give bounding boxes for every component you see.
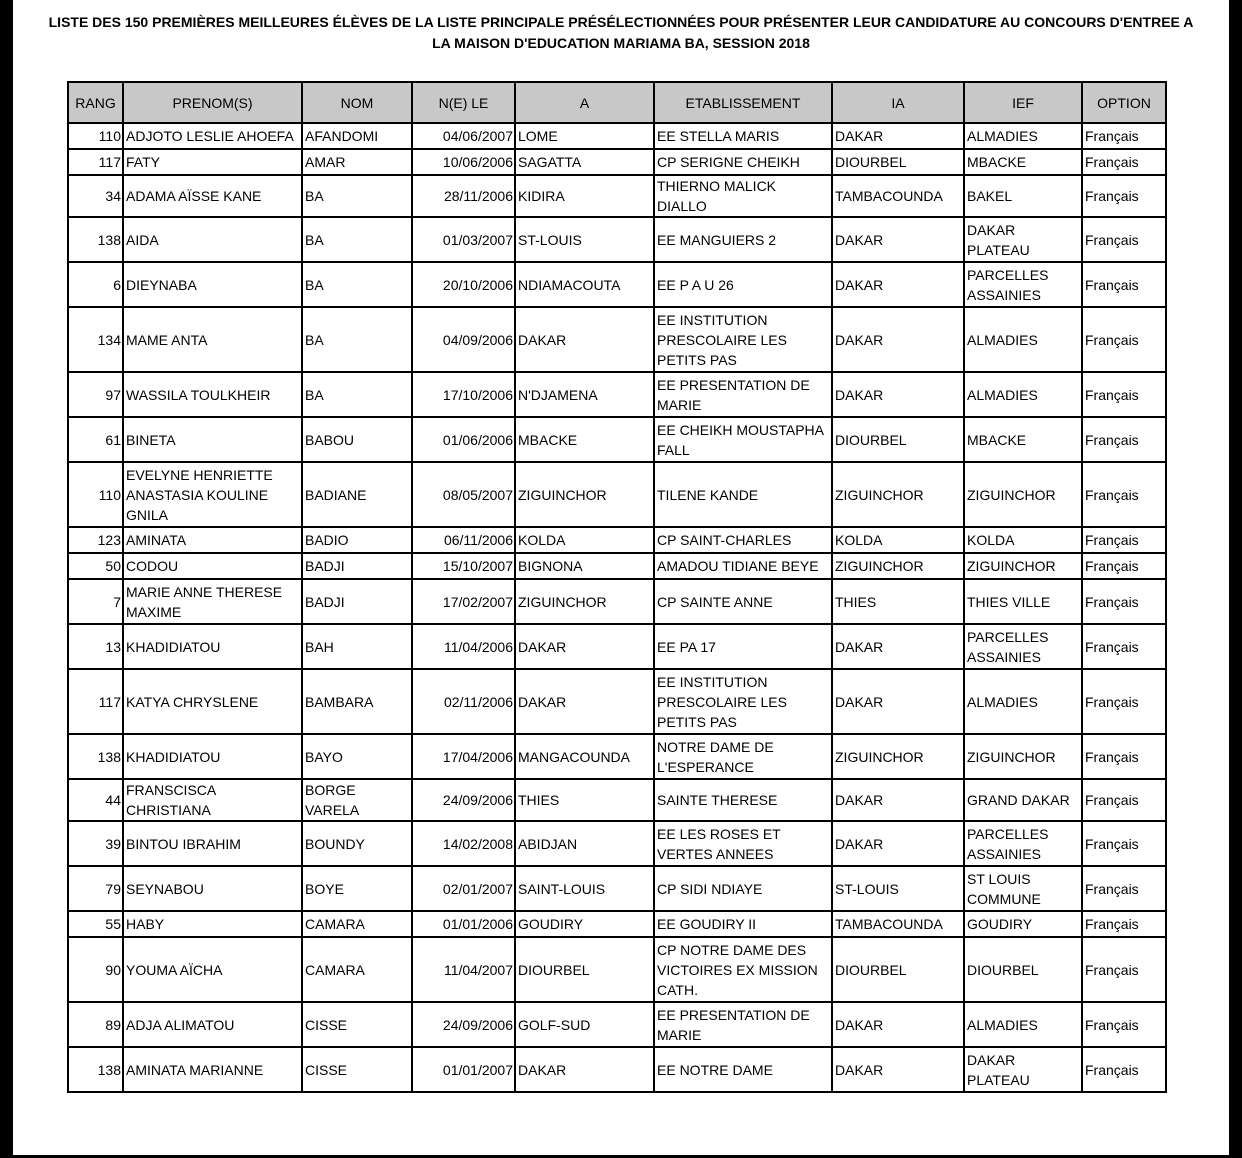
table-row <box>68 866 1166 911</box>
cell-nom: AFANDOMI <box>302 123 412 149</box>
cell-a: NDIAMACOUTA <box>515 262 654 307</box>
cell-option: Français <box>1082 1002 1166 1047</box>
cell-rang: 123 <box>68 527 123 553</box>
cell-option: Français <box>1082 734 1166 779</box>
cell-nom: CAMARA <box>302 937 412 1002</box>
cell-ief: PARCELLES ASSAINIES <box>964 624 1082 669</box>
cell-rang: 110 <box>68 123 123 149</box>
cell-nom: BADIANE <box>302 462 412 527</box>
cell-nom: BAH <box>302 624 412 669</box>
cell-ief: GOUDIRY <box>964 911 1082 937</box>
cell-option: Français <box>1082 307 1166 372</box>
cell-ia: DAKAR <box>832 123 964 149</box>
cell-option: Français <box>1082 123 1166 149</box>
cell-prenom: FATY <box>123 149 302 175</box>
cell-ief: DAKAR PLATEAU <box>964 217 1082 262</box>
table-row <box>68 579 1166 624</box>
cell-nom: CAMARA <box>302 911 412 937</box>
cell-ief: ALMADIES <box>964 372 1082 417</box>
candidates-table <box>67 81 1167 1093</box>
cell-a: DAKAR <box>515 1047 654 1092</box>
cell-a: DIOURBEL <box>515 937 654 1002</box>
cell-ne-le: 01/01/2006 <box>412 911 515 937</box>
table-row <box>68 217 1166 262</box>
cell-a: GOUDIRY <box>515 911 654 937</box>
cell-ne-le: 14/02/2008 <box>412 821 515 866</box>
cell-ia: THIES <box>832 579 964 624</box>
table-body <box>68 123 1166 1092</box>
cell-rang: 34 <box>68 175 123 217</box>
cell-rang: 138 <box>68 1047 123 1092</box>
table-row <box>68 669 1166 734</box>
cell-prenom: FRANSCISCA CHRISTIANA <box>123 779 302 821</box>
header-nom: NOM <box>302 82 412 123</box>
cell-prenom: EVELYNE HENRIETTE ANASTASIA KOULINE GNILA <box>123 462 302 527</box>
cell-ia: DIOURBEL <box>832 417 964 462</box>
table-row <box>68 779 1166 821</box>
cell-etablissement: CP SIDI NDIAYE <box>654 866 832 911</box>
cell-ne-le: 17/10/2006 <box>412 372 515 417</box>
cell-ief: ZIGUINCHOR <box>964 553 1082 579</box>
cell-nom: BAYO <box>302 734 412 779</box>
cell-ief: GRAND DAKAR <box>964 779 1082 821</box>
cell-ief: ZIGUINCHOR <box>964 462 1082 527</box>
cell-prenom: DIEYNABA <box>123 262 302 307</box>
cell-rang: 138 <box>68 217 123 262</box>
table-row <box>68 123 1166 149</box>
table-row <box>68 462 1166 527</box>
cell-nom: CISSE <box>302 1002 412 1047</box>
cell-rang: 97 <box>68 372 123 417</box>
cell-rang: 7 <box>68 579 123 624</box>
cell-a: SAINT-LOUIS <box>515 866 654 911</box>
cell-prenom: BINETA <box>123 417 302 462</box>
table-row <box>68 911 1166 937</box>
cell-ief: ALMADIES <box>964 1002 1082 1047</box>
cell-ia: ZIGUINCHOR <box>832 462 964 527</box>
header-a: A <box>515 82 654 123</box>
cell-nom: BAMBARA <box>302 669 412 734</box>
cell-nom: BADIO <box>302 527 412 553</box>
cell-prenom: MARIE ANNE THERESE MAXIME <box>123 579 302 624</box>
cell-prenom: YOUMA AÏCHA <box>123 937 302 1002</box>
cell-ia: TAMBACOUNDA <box>832 175 964 217</box>
cell-rang: 61 <box>68 417 123 462</box>
cell-ief: BAKEL <box>964 175 1082 217</box>
table-row <box>68 734 1166 779</box>
cell-rang: 117 <box>68 669 123 734</box>
cell-a: BIGNONA <box>515 553 654 579</box>
cell-ia: DAKAR <box>832 779 964 821</box>
cell-ne-le: 04/06/2007 <box>412 123 515 149</box>
cell-ne-le: 01/01/2007 <box>412 1047 515 1092</box>
table-row <box>68 527 1166 553</box>
cell-option: Français <box>1082 911 1166 937</box>
cell-ief: MBACKE <box>964 417 1082 462</box>
cell-ief: ALMADIES <box>964 307 1082 372</box>
cell-etablissement: TILENE KANDE <box>654 462 832 527</box>
cell-option: Français <box>1082 217 1166 262</box>
cell-nom: BA <box>302 175 412 217</box>
cell-etablissement: EE CHEIKH MOUSTAPHA FALL <box>654 417 832 462</box>
cell-prenom: KHADIDIATOU <box>123 624 302 669</box>
cell-nom: BA <box>302 217 412 262</box>
cell-option: Français <box>1082 821 1166 866</box>
cell-rang: 79 <box>68 866 123 911</box>
table-row <box>68 821 1166 866</box>
header-prenom: PRENOM(S) <box>123 82 302 123</box>
cell-etablissement: EE STELLA MARIS <box>654 123 832 149</box>
cell-ief: MBACKE <box>964 149 1082 175</box>
cell-option: Français <box>1082 372 1166 417</box>
cell-etablissement: EE NOTRE DAME <box>654 1047 832 1092</box>
table-row <box>68 175 1166 217</box>
cell-ne-le: 02/11/2006 <box>412 669 515 734</box>
cell-nom: BOUNDY <box>302 821 412 866</box>
cell-ia: DAKAR <box>832 262 964 307</box>
cell-a: MANGACOUNDA <box>515 734 654 779</box>
cell-a: LOME <box>515 123 654 149</box>
cell-etablissement: CP SAINT-CHARLES <box>654 527 832 553</box>
cell-ne-le: 04/09/2006 <box>412 307 515 372</box>
cell-rang: 44 <box>68 779 123 821</box>
cell-option: Français <box>1082 579 1166 624</box>
cell-ia: DAKAR <box>832 821 964 866</box>
cell-prenom: AMINATA MARIANNE <box>123 1047 302 1092</box>
page-title <box>13 12 1229 54</box>
cell-ia: DAKAR <box>832 307 964 372</box>
cell-option: Français <box>1082 779 1166 821</box>
cell-prenom: BINTOU IBRAHIM <box>123 821 302 866</box>
cell-ia: ZIGUINCHOR <box>832 553 964 579</box>
cell-nom: BA <box>302 307 412 372</box>
cell-ne-le: 01/06/2006 <box>412 417 515 462</box>
cell-ne-le: 10/06/2006 <box>412 149 515 175</box>
header-option: OPTION <box>1082 82 1166 123</box>
cell-a: MBACKE <box>515 417 654 462</box>
cell-prenom: AIDA <box>123 217 302 262</box>
cell-nom: BABOU <box>302 417 412 462</box>
cell-etablissement: EE LES ROSES ET VERTES ANNEES <box>654 821 832 866</box>
cell-nom: BA <box>302 262 412 307</box>
cell-prenom: MAME ANTA <box>123 307 302 372</box>
cell-rang: 134 <box>68 307 123 372</box>
cell-prenom: ADAMA AÏSSE KANE <box>123 175 302 217</box>
cell-etablissement: EE GOUDIRY II <box>654 911 832 937</box>
cell-ia: KOLDA <box>832 527 964 553</box>
cell-ne-le: 17/02/2007 <box>412 579 515 624</box>
cell-prenom: ADJA ALIMATOU <box>123 1002 302 1047</box>
cell-nom: BA <box>302 372 412 417</box>
cell-ne-le: 11/04/2006 <box>412 624 515 669</box>
cell-rang: 6 <box>68 262 123 307</box>
header-rang: RANG <box>68 82 123 123</box>
cell-a: DAKAR <box>515 624 654 669</box>
cell-a: N'DJAMENA <box>515 372 654 417</box>
cell-ia: DAKAR <box>832 669 964 734</box>
cell-ne-le: 24/09/2006 <box>412 1002 515 1047</box>
cell-ief: THIES VILLE <box>964 579 1082 624</box>
cell-ief: ALMADIES <box>964 669 1082 734</box>
cell-ne-le: 28/11/2006 <box>412 175 515 217</box>
table-row <box>68 1002 1166 1047</box>
cell-rang: 90 <box>68 937 123 1002</box>
cell-ne-le: 24/09/2006 <box>412 779 515 821</box>
cell-prenom: HABY <box>123 911 302 937</box>
table-row <box>68 149 1166 175</box>
cell-nom: BADJI <box>302 579 412 624</box>
cell-ne-le: 06/11/2006 <box>412 527 515 553</box>
header-ief: IEF <box>964 82 1082 123</box>
cell-option: Français <box>1082 149 1166 175</box>
cell-ia: DIOURBEL <box>832 149 964 175</box>
cell-option: Français <box>1082 262 1166 307</box>
cell-option: Français <box>1082 866 1166 911</box>
cell-a: ABIDJAN <box>515 821 654 866</box>
header-ne-le: N(E) LE <box>412 82 515 123</box>
cell-option: Français <box>1082 937 1166 1002</box>
cell-option: Français <box>1082 417 1166 462</box>
cell-a: SAGATTA <box>515 149 654 175</box>
cell-prenom: KHADIDIATOU <box>123 734 302 779</box>
cell-ne-le: 01/03/2007 <box>412 217 515 262</box>
cell-etablissement: EE PRESENTATION DE MARIE <box>654 1002 832 1047</box>
cell-etablissement: NOTRE DAME DE L'ESPERANCE <box>654 734 832 779</box>
cell-etablissement: EE P A U 26 <box>654 262 832 307</box>
table-row <box>68 553 1166 579</box>
cell-a: ST-LOUIS <box>515 217 654 262</box>
cell-ia: DAKAR <box>832 217 964 262</box>
cell-option: Français <box>1082 527 1166 553</box>
cell-rang: 55 <box>68 911 123 937</box>
cell-option: Français <box>1082 462 1166 527</box>
cell-option: Français <box>1082 624 1166 669</box>
cell-ne-le: 08/05/2007 <box>412 462 515 527</box>
cell-a: ZIGUINCHOR <box>515 462 654 527</box>
cell-ief: ALMADIES <box>964 123 1082 149</box>
table-row <box>68 624 1166 669</box>
cell-ne-le: 20/10/2006 <box>412 262 515 307</box>
cell-option: Français <box>1082 553 1166 579</box>
cell-rang: 89 <box>68 1002 123 1047</box>
cell-a: KOLDA <box>515 527 654 553</box>
cell-rang: 39 <box>68 821 123 866</box>
cell-rang: 50 <box>68 553 123 579</box>
cell-ief: KOLDA <box>964 527 1082 553</box>
table-header-row <box>68 82 1166 123</box>
title-line-2: LA MAISON D'EDUCATION MARIAMA BA, SESSION 2018 <box>432 35 810 51</box>
cell-etablissement: CP SERIGNE CHEIKH <box>654 149 832 175</box>
cell-ia: DAKAR <box>832 1047 964 1092</box>
cell-prenom: KATYA CHRYSLENE <box>123 669 302 734</box>
cell-ne-le: 15/10/2007 <box>412 553 515 579</box>
cell-ief: ST LOUIS COMMUNE <box>964 866 1082 911</box>
header-etablissement: ETABLISSEMENT <box>654 82 832 123</box>
cell-etablissement: SAINTE THERESE <box>654 779 832 821</box>
cell-nom: AMAR <box>302 149 412 175</box>
cell-etablissement: AMADOU TIDIANE BEYE <box>654 553 832 579</box>
cell-a: DAKAR <box>515 307 654 372</box>
cell-rang: 138 <box>68 734 123 779</box>
document-page <box>13 0 1229 1155</box>
cell-prenom: SEYNABOU <box>123 866 302 911</box>
cell-ief: PARCELLES ASSAINIES <box>964 262 1082 307</box>
cell-prenom: CODOU <box>123 553 302 579</box>
cell-etablissement: EE PRESENTATION DE MARIE <box>654 372 832 417</box>
cell-etablissement: EE INSTITUTION PRESCOLAIRE LES PETITS PAS <box>654 669 832 734</box>
cell-rang: 13 <box>68 624 123 669</box>
cell-nom: BOYE <box>302 866 412 911</box>
cell-a: GOLF-SUD <box>515 1002 654 1047</box>
cell-ief: DAKAR PLATEAU <box>964 1047 1082 1092</box>
header-ia: IA <box>832 82 964 123</box>
cell-etablissement: THIERNO MALICK DIALLO <box>654 175 832 217</box>
cell-etablissement: EE INSTITUTION PRESCOLAIRE LES PETITS PAS <box>654 307 832 372</box>
cell-ief: DIOURBEL <box>964 937 1082 1002</box>
cell-ne-le: 11/04/2007 <box>412 937 515 1002</box>
cell-nom: BADJI <box>302 553 412 579</box>
cell-prenom: AMINATA <box>123 527 302 553</box>
cell-ia: DAKAR <box>832 1002 964 1047</box>
cell-option: Français <box>1082 1047 1166 1092</box>
cell-ia: ZIGUINCHOR <box>832 734 964 779</box>
cell-etablissement: CP NOTRE DAME DES VICTOIRES EX MISSION CATH. <box>654 937 832 1002</box>
cell-a: ZIGUINCHOR <box>515 579 654 624</box>
cell-ia: DIOURBEL <box>832 937 964 1002</box>
cell-option: Français <box>1082 669 1166 734</box>
table-row <box>68 372 1166 417</box>
table-row <box>68 417 1166 462</box>
cell-etablissement: EE PA 17 <box>654 624 832 669</box>
cell-etablissement: CP SAINTE ANNE <box>654 579 832 624</box>
cell-prenom: ADJOTO LESLIE AHOEFA <box>123 123 302 149</box>
cell-ne-le: 17/04/2006 <box>412 734 515 779</box>
cell-option: Français <box>1082 175 1166 217</box>
cell-rang: 117 <box>68 149 123 175</box>
cell-a: THIES <box>515 779 654 821</box>
cell-etablissement: EE MANGUIERS 2 <box>654 217 832 262</box>
cell-prenom: WASSILA TOULKHEIR <box>123 372 302 417</box>
table-row <box>68 307 1166 372</box>
cell-nom: BORGE VARELA <box>302 779 412 821</box>
cell-ief: PARCELLES ASSAINIES <box>964 821 1082 866</box>
cell-ne-le: 02/01/2007 <box>412 866 515 911</box>
cell-ia: DAKAR <box>832 372 964 417</box>
cell-a: DAKAR <box>515 669 654 734</box>
cell-ia: TAMBACOUNDA <box>832 911 964 937</box>
table-row <box>68 937 1166 1002</box>
table-row <box>68 1047 1166 1092</box>
cell-a: KIDIRA <box>515 175 654 217</box>
cell-ief: ZIGUINCHOR <box>964 734 1082 779</box>
cell-ia: DAKAR <box>832 624 964 669</box>
cell-ia: ST-LOUIS <box>832 866 964 911</box>
title-line-1: LISTE DES 150 PREMIÈRES MEILLEURES ÉLÈVES DE LA LISTE PRINCIPALE PRÉSÉLECTIONNÉES POUR PRÉSENTER LEUR CANDIDATURE AU CONCOURS D'ENTREE A <box>48 14 1194 30</box>
cell-nom: CISSE <box>302 1047 412 1092</box>
table-row <box>68 262 1166 307</box>
cell-rang: 110 <box>68 462 123 527</box>
